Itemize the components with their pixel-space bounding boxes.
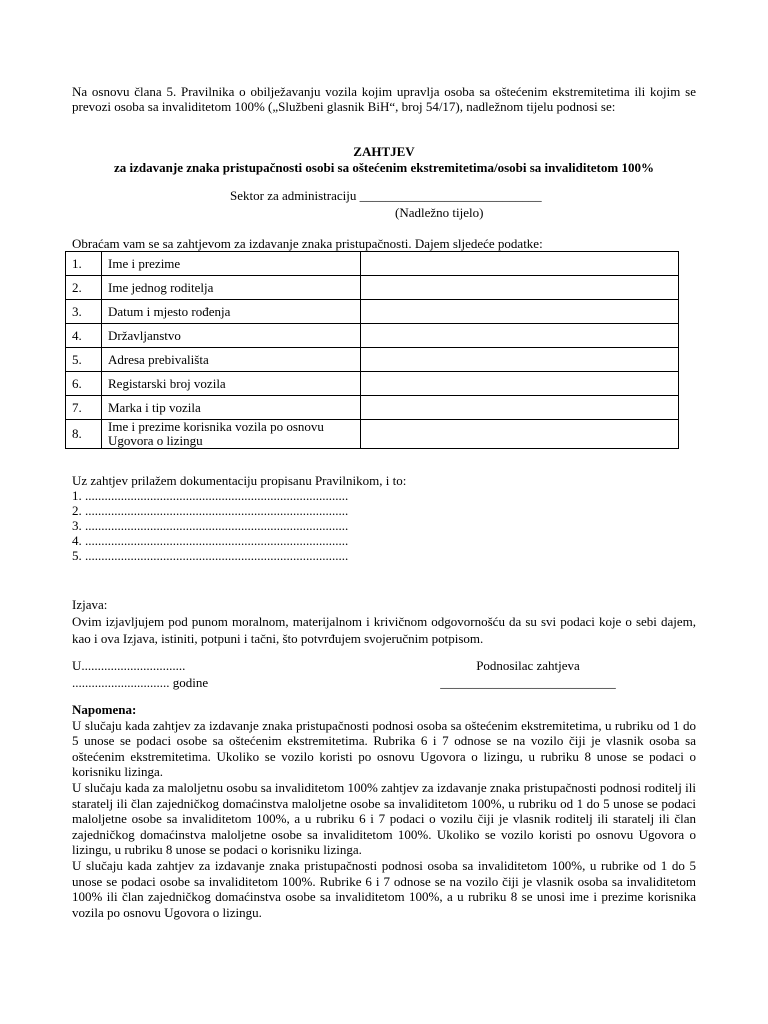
attachment-line[interactable]: 1. .................................................................................: [72, 488, 349, 503]
applicant-label: Podnosilac zahtjeva: [476, 658, 580, 673]
row-label: Registarski broj vozila: [102, 372, 361, 396]
attachment-line[interactable]: 3. .................................................................................: [72, 518, 349, 533]
attachment-line[interactable]: 2. .................................................................................: [72, 503, 349, 518]
intro-paragraph: Na osnovu člana 5. Pravilnika o obilježavanju vozila kojim upravlja osoba sa oštećenim ekstremitetima ili kojim se prevozi osoba sa invaliditetom 100% („Službeni glasnik BiH“, broj 54/17), nadležnom tijelu podnosi se:: [72, 84, 696, 114]
row-label: Državljanstvo: [102, 324, 361, 348]
row-label: Ime i prezime: [102, 252, 361, 276]
table-row: [66, 420, 679, 449]
row-value-field[interactable]: [361, 372, 679, 396]
note-section: [72, 702, 696, 920]
table-row: [66, 348, 679, 372]
row-label: Marka i tip vozila: [102, 396, 361, 420]
row-number: 5.: [66, 348, 102, 372]
place-field[interactable]: U................................: [72, 658, 186, 673]
note-paragraph: U slučaju kada zahtjev za izdavanje znaka pristupačnosti podnosi osoba sa oštećenim ekstremitetima, u rubriku od 1 do 5 unose se podaci osobe sa oštećenim ekstremitetima. Rubrika 6 i 7 odnose se na vozilo čiji je vlasnik osoba sa oštećenim ekstremitetima. Ukoliko se vozilo koristi po osnovu Ugovora o lizingu, u rubriku 8 unose se podaci o korisniku lizinga.: [72, 717, 696, 780]
form-title: [72, 144, 696, 176]
place-date-block: [72, 657, 208, 691]
declaration-text: Ovim izjavljujem pod punom moralnom, materijalnom i krivičnom odgovornošću da su svi podaci koje o sebi dajem, kao i ova Izjava, istiniti, potpuni i tačni, što potvrđujem svojeručnim potpisom.: [72, 614, 696, 646]
note-heading: Napomena:: [72, 702, 137, 717]
table-row: [66, 252, 679, 276]
row-label: Ime jednog roditelja: [102, 276, 361, 300]
row-label: Datum i mjesto rođenja: [102, 300, 361, 324]
row-number: 2.: [66, 276, 102, 300]
row-label: Adresa prebivališta: [102, 348, 361, 372]
row-number: 8.: [66, 420, 102, 449]
date-field[interactable]: .............................. godine: [72, 675, 209, 690]
declaration-heading: Izjava:: [72, 597, 108, 612]
row-value-field[interactable]: [361, 252, 679, 276]
table-row: [66, 300, 679, 324]
table-row: [66, 372, 679, 396]
sector-sub-label: (Nadležno tijelo): [395, 205, 484, 220]
attachments-section: [72, 473, 406, 563]
applicant-signature-block: [438, 657, 618, 691]
row-value-field[interactable]: [361, 348, 679, 372]
table-lead-text: Obraćam vam se sa zahtjevom za izdavanje znaka pristupačnosti. Dajem sljedeće podatke:: [72, 236, 543, 251]
row-number: 1.: [66, 252, 102, 276]
attachment-line[interactable]: 5. .................................................................................: [72, 548, 349, 563]
row-value-field[interactable]: [361, 300, 679, 324]
row-number: 6.: [66, 372, 102, 396]
declaration-section: [72, 596, 696, 647]
row-value-field[interactable]: [361, 420, 679, 449]
row-label: Ime i prezime korisnika vozila po osnovu Ugovora o lizingu: [102, 420, 361, 449]
form-title-sub: za izdavanje znaka pristupačnosti osobi sa oštećenim ekstremitetima/osobi sa invaliditetom 100%: [114, 160, 654, 175]
row-value-field[interactable]: [361, 324, 679, 348]
row-number: 7.: [66, 396, 102, 420]
attachments-lead: Uz zahtjev prilažem dokumentaciju propisanu Pravilnikom, i to:: [72, 473, 407, 488]
form-title-main: ZAHTJEV: [353, 144, 415, 159]
row-value-field[interactable]: [361, 276, 679, 300]
row-number: 3.: [66, 300, 102, 324]
row-number: 4.: [66, 324, 102, 348]
table-row: [66, 276, 679, 300]
attachment-line[interactable]: 4. .................................................................................: [72, 533, 349, 548]
applicant-data-table: [65, 251, 679, 449]
note-paragraph: U slučaju kada za maloljetnu osobu sa invaliditetom 100% zahtjev za izdavanje znaka pristupačnosti podnosi roditelj ili staratelj ili član zajedničkog domaćinstva maloljetne osobe sa invaliditetom 100%, u rubriku od 1 do 5 unose se podaci maloljetne osobe sa invaliditetom 100%, a u rubriku 6 i 7 podaci o vozilu čiji je vlasnik roditelj ili staratelj ili član zajedničkog domaćinstva maloljetne osobe sa invaliditetom 100%. Ukoliko se vozilo koristi po osnovu Ugovora o lizingu, u rubriku 8 unose se podaci o korisniku lizinga.: [72, 779, 696, 858]
table-row: [66, 396, 679, 420]
signature-line[interactable]: ___________________________: [440, 675, 616, 690]
row-value-field[interactable]: [361, 396, 679, 420]
note-paragraph: U slučaju kada zahtjev za izdavanje znaka pristupačnosti podnosi osoba sa invaliditetom 100%, u rubrike od 1 do 5 unose se podaci osobe sa invaliditetom 100%. Rubrike 6 i 7 odnose se na vozilo čiji je vlasnik osoba sa invaliditetom 100% ili član zajedničkog domaćinstva osobe sa invaliditetom 100%, a u rubriku 8 se unosi ime i prezime korisnika vozila po osnovu Ugovora o lizingu.: [72, 857, 696, 920]
sector-line: Sektor za administraciju ____________________________: [230, 188, 542, 203]
table-row: [66, 324, 679, 348]
